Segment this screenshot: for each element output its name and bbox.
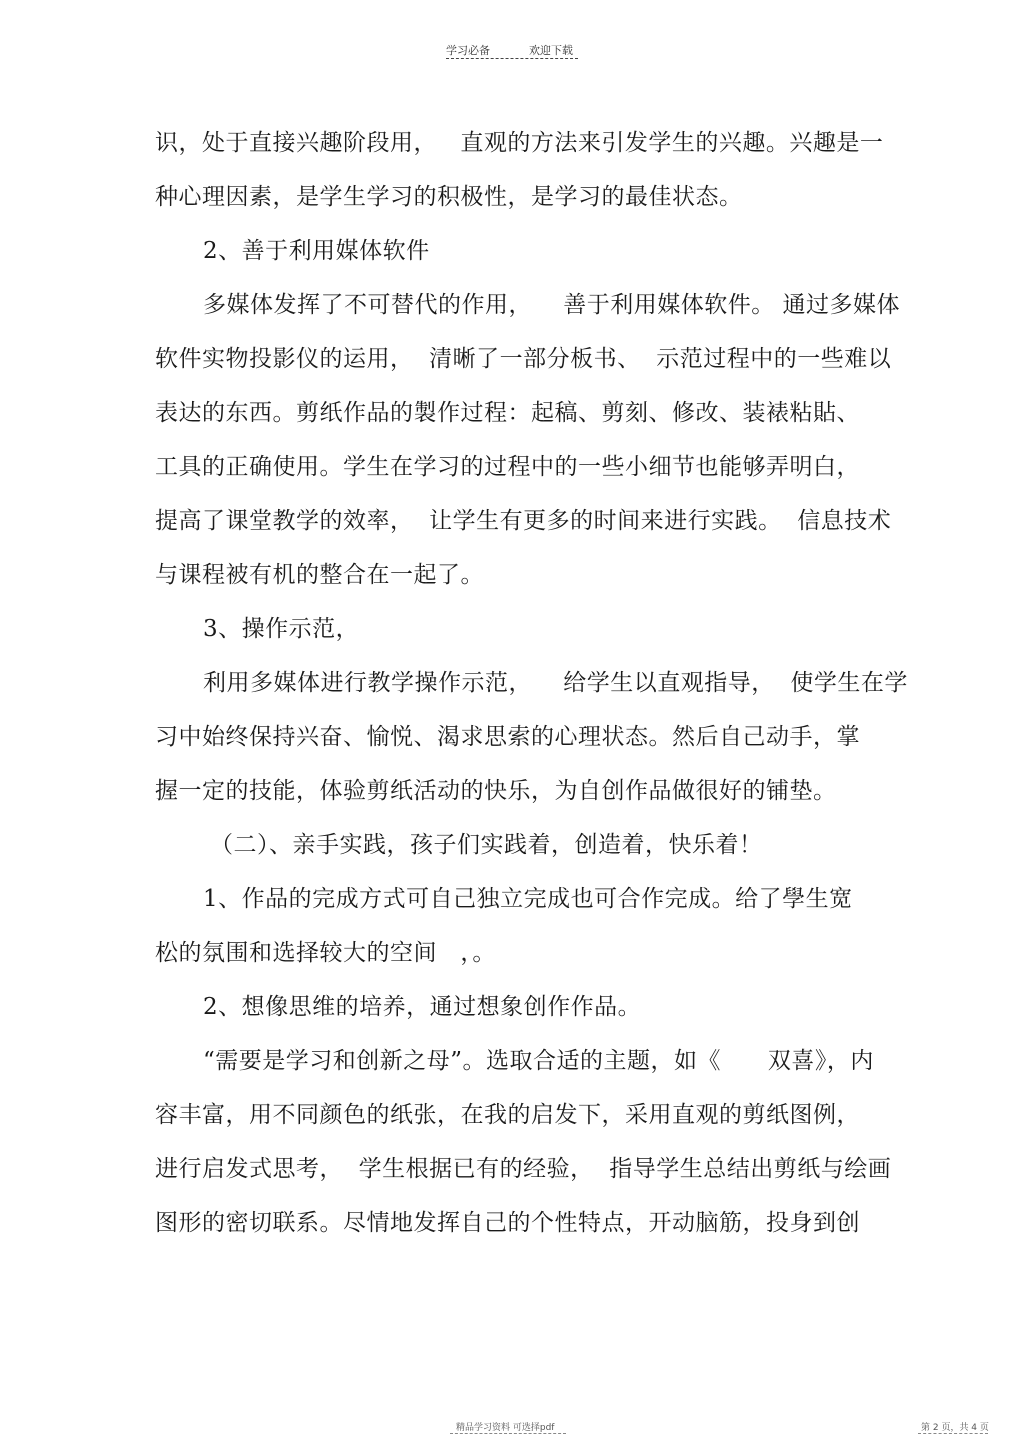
section-heading: 2、善于利用媒体软件 — [203, 238, 430, 264]
body-line: 容丰富，用不同颜色的纸张，在我的启发下，采用直观的剪纸图例， — [155, 1102, 860, 1128]
body-line: 利用多媒体进行教学操作示范， 给学生以直观指导， 使学生在学 — [203, 670, 908, 696]
header-right-text: 欢迎下载 — [529, 44, 573, 57]
body-line: 习中始终保持兴奋、愉悦、渴求思索的心理状态。然后自己动手，掌 — [155, 724, 860, 750]
footer-divider-left — [450, 1433, 566, 1434]
page-footer — [0, 1418, 1024, 1442]
header-left-text: 学习必备 — [446, 44, 490, 57]
page-header — [446, 40, 578, 62]
body-line: 图形的密切联系。尽情地发挥自己的个性特点，开动脑筋，投身到创 — [155, 1210, 860, 1236]
body-line: 进行启发式思考， 学生根据已有的经验， 指导学生总结出剪纸与绘画 — [155, 1156, 892, 1182]
footer-left-text: 精品学习资料 可选择pdf — [456, 1423, 555, 1433]
body-line: 提高了课堂教学的效率， 让学生有更多的时间来进行实践。 信息技术 — [155, 508, 892, 534]
header-divider — [446, 58, 578, 59]
body-line: 工具的正确使用。学生在学习的过程中的一些小细节也能够弄明白， — [155, 454, 860, 480]
body-line: 种心理因素，是学生学习的积极性，是学习的最佳状态。 — [155, 184, 743, 210]
section-heading: 2、想像思维的培养，通过想象创作作品。 — [203, 994, 642, 1020]
page-number: 第 2 页，共 4 页 — [921, 1423, 989, 1433]
body-line: 与课程被有机的整合在一起了。 — [155, 562, 484, 588]
body-line: 软件实物投影仪的运用， 清晰了一部分板书、 示范过程中的一些难以 — [155, 346, 892, 372]
body-line: 识，处于直接兴趣阶段用， 直观的方法来引发学生的兴趣。兴趣是一 — [155, 130, 884, 156]
body-line: 1、作品的完成方式可自己独立完成也可合作完成。给了學生宽 — [203, 886, 853, 912]
body-line: 松的氛围和选择较大的空间 ，。 — [155, 940, 496, 966]
section-heading: （二）、亲手实践，孩子们实践着，创造着，快乐着！ — [210, 832, 763, 858]
section-heading: 3、操作示范， — [203, 616, 360, 642]
body-line: 表达的东西。剪纸作品的製作过程：起稿、剪刻、修改、装裱粘貼、 — [155, 400, 860, 426]
body-line: “需要是学习和创新之母”。选取合适的主题，如《 双喜》，内 — [203, 1048, 874, 1074]
body-line: 握一定的技能，体验剪纸活动的快乐，为自创作品做很好的铺垫。 — [155, 778, 837, 804]
footer-divider-right — [918, 1433, 988, 1434]
body-line: 多媒体发挥了不可替代的作用， 善于利用媒体软件。 通过多媒体 — [203, 292, 901, 318]
